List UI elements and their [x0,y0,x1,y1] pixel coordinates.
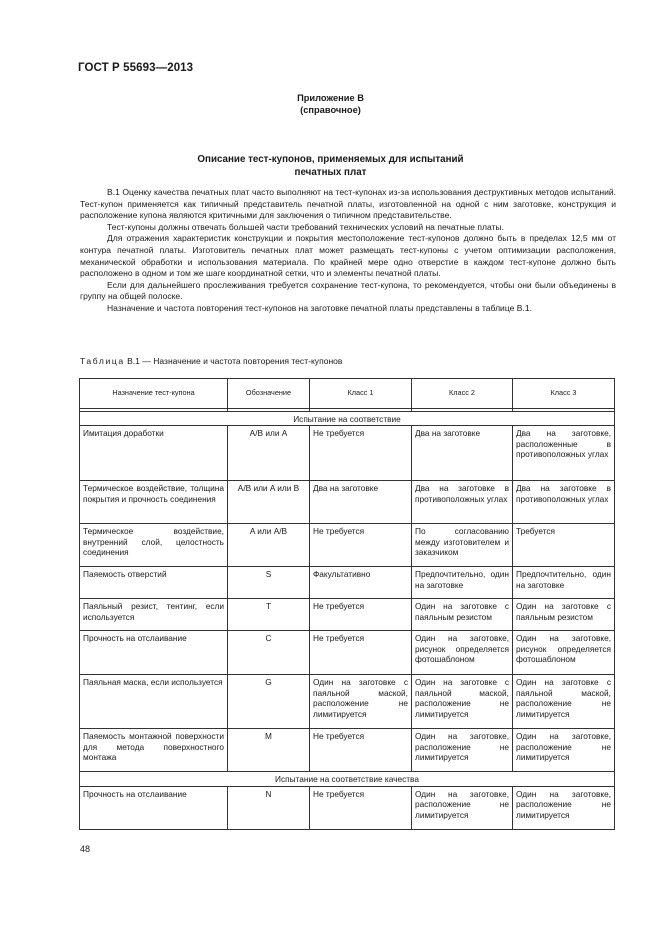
table-cell: Один на заготовке, расположение не лимитируется [412,786,513,829]
table-cell: G [228,675,310,729]
table-cell: Два на заготовке, расположенные в противоположных углах [513,426,615,481]
section-heading: Испытание на соответствие [80,412,615,426]
table-cell: Один на заготовке, расположение не лимитируется [513,786,615,829]
table-cell: Термическое воздействие, толщина покрытия и прочность соединения [80,481,228,524]
table-cell: Один на заготовке, расположение не лимитируется [412,729,513,772]
table-caption-text: В.1 — Назначение и частота повторения тест-купонов [127,356,343,366]
table-cell: Не требуется [310,426,412,481]
table-cell: M [228,729,310,772]
table-row [80,426,615,481]
header-cell: Класс 1 [310,379,412,409]
table-cell: N [228,786,310,829]
table-cell: Не требуется [310,729,412,772]
table-row [80,567,615,599]
section-title-line1: Описание тест-купонов, применяемых для испытаний [197,154,464,165]
table-cell: Один на заготовке с паяльным резистом [513,599,615,631]
appendix-subtitle: (справочное) [300,105,361,115]
table-cell: Один на заготовке, расположение не лимитируется [513,729,615,772]
table-cell: Паяльная маска, если используется [80,675,228,729]
page-number: 48 [80,844,91,854]
table-cell: Факультативно [310,567,412,599]
table-cell: Два на заготовке [412,426,513,481]
table-cell: Предпочтительно, один на заготовке [412,567,513,599]
table-caption-label: Таблица [80,356,125,366]
table-cell: S [228,567,310,599]
table-cell: Паяемость монтажной поверхности для метода поверхностного монтажа [80,729,228,772]
table-cell: По согласованию между изготовителем и заказчиком [412,524,513,567]
header-cell: Класс 2 [412,379,513,409]
table-cell: Не требуется [310,631,412,675]
table-cell: Требуется [513,524,615,567]
header-cell: Класс 3 [513,379,615,409]
table-row [80,729,615,772]
table-row [80,675,615,729]
paragraph: Если для дальнейшего прослеживания требуется сохранение тест-купона, то рекомендуется, чтобы они были объединены в группу на общей полоске. [80,279,616,302]
table-cell: Предпочтительно, один на заготовке [513,567,615,599]
table-cell: Не требуется [310,599,412,631]
table-cell: Один на заготовке с паяльной маской, расположение не лимитируется [412,675,513,729]
section-heading: Испытание на соответствие качества [80,772,615,786]
section-title-line2: печатных плат [294,167,367,178]
table-cell: Имитация доработки [80,426,228,481]
paragraph: Для отражения характеристик конструкции и покрытия местоположение тест-купонов должно быть в пределах 12,5 мм от контура печатной платы. Изготовитель печатных плат может размещать тест-купоны с учетом оптимизации расположения, механической обработки и использования материала. По крайней мере одно отверстие в каждом тест-купоне должно быть расположено в одном и том же шаге координатной сетки, что и элементы печатной платы. [80,233,616,279]
table-cell: Паяемость отверстий [80,567,228,599]
paragraph: В.1 Оценку качества печатных плат часто выполняют на тест-купонах из-за использования деструктивных методов испытаний. Тест-купон применяется как типичный представитель печатной платы, изготовленной на одной с ним заготовке, конструкция и расположение купона являются критичными для заключения о типичном представительстве. [80,187,616,221]
table-cell: Прочность на отслаивание [80,786,228,829]
standard-number: ГОСТ Р 55693—2013 [78,62,194,74]
table-cell: Один на заготовке с паяльной маской, расположение не лимитируется [310,675,412,729]
table-row [80,599,615,631]
table-cell: Два на заготовке в противоположных углах [412,481,513,524]
table-cell: Не требуется [310,524,412,567]
section-row [80,412,615,426]
table-header-row [80,379,615,409]
table-cell: C [228,631,310,675]
table-cell: Паяльный резист, тентинг, если используется [80,599,228,631]
table-cell: Не требуется [310,786,412,829]
table-cell: Два на заготовке в противоположных углах [513,481,615,524]
paragraph: Назначение и частота повторения тест-купонов на заготовке печатной платы представлены в таблице В.1. [107,302,532,313]
table-cell: Один на заготовке, рисунок определяется фотошаблоном [513,631,615,675]
table-cell: T [228,599,310,631]
table-row [80,481,615,524]
table-caption [80,356,342,367]
table-cell: Один на заготовке с паяльным резистом [412,599,513,631]
table-cell: Один на заготовке с паяльной маской, расположение не лимитируется [513,675,615,729]
table-cell: A/B или A [228,426,310,481]
table-cell: Термическое воздействие, внутренний слой, целостность соединения [80,524,228,567]
table-cell: Прочность на отслаивание [80,631,228,675]
table-cell: Один на заготовке, рисунок определяется фотошаблоном [412,631,513,675]
coupons-table [79,378,615,830]
section-row [80,772,615,786]
header-cell: Назначение тест-купона [80,379,228,409]
table-cell: A/B или A или B [228,481,310,524]
table-cell: A или A/B [228,524,310,567]
table-cell: Два на заготовке [310,481,412,524]
header-cell: Обозначение [228,379,310,409]
table-body [80,409,615,830]
table-row [80,631,615,675]
table-row [80,524,615,567]
paragraph: Тест-купоны должны отвечать большей части требований технических условий на печатные платы. [107,221,504,232]
appendix-title: Приложение В [297,93,364,103]
table-row [80,786,615,829]
body-text [80,187,616,315]
